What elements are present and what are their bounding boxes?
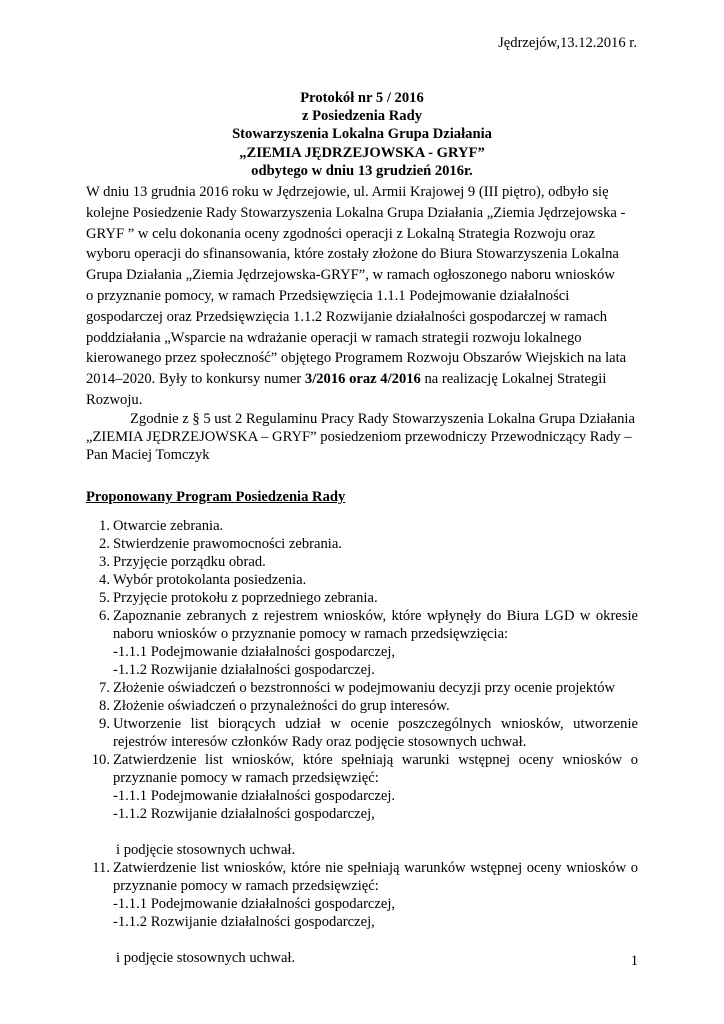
- item-number: 10.: [91, 752, 110, 768]
- item-number: 6.: [99, 608, 110, 624]
- chair-line-1: Zgodnie z § 5 ust 2 Regulaminu Pracy Rady Stowarzyszenia Lokalna Grupa Działania: [130, 411, 635, 427]
- program-item: [86, 571, 638, 589]
- item-subline: -1.1.1 Podejmowanie działalności gospodarczej,: [113, 896, 396, 912]
- intro-line: poddziałania „Wsparcie na wdrażanie operacji w ramach strategii rozwoju lokalnego: [86, 329, 582, 346]
- title-line-2: z Posiedzenia Rady: [302, 108, 422, 125]
- item-number: 5.: [99, 590, 110, 606]
- item-text: Wybór protokolanta posiedzenia.: [113, 572, 307, 588]
- program-list: [86, 517, 638, 967]
- intro-line: kierowanego przez społeczność” objętego Programem Rozwoju Obszarów Wiejskich na lata: [86, 350, 627, 367]
- item-subline: i podjęcie stosownych uchwał.: [116, 842, 296, 858]
- program-item: [86, 859, 638, 967]
- chair-line-3: Pan Maciej Tomczyk: [86, 447, 210, 463]
- item-subline: i podjęcie stosownych uchwał.: [116, 950, 296, 966]
- program-item: [86, 679, 638, 697]
- intro-line: wyboru operacji do sfinansowania, które zostały złożone do Biura Stowarzyszenia Lokalna: [86, 246, 619, 263]
- item-number: 4.: [99, 572, 110, 588]
- item-spacer: [113, 931, 638, 949]
- program-item: [86, 751, 638, 859]
- intro-line: W dniu 13 grudnia 2016 roku w Jędrzejowie, ul. Armii Krajowej 9 (III piętro), odbyło się: [86, 184, 609, 200]
- title-line-5: odbytego w dniu 13 grudzień 2016r.: [251, 162, 473, 179]
- item-subline: -1.1.2 Rozwijanie działalności gospodarczej,: [113, 806, 375, 822]
- item-number: 2.: [99, 536, 110, 552]
- chair-line-2: „ZIEMIA JĘDRZEJOWSKA – GRYF” posiedzeniom przewodniczy Przewodniczący Rady –: [86, 429, 632, 445]
- item-subline: -1.1.2 Rozwijanie działalności gospodarczej.: [113, 662, 375, 678]
- program-item: [86, 715, 638, 751]
- intro-line: kolejne Posiedzenie Rady Stowarzyszenia Lokalna Grupa Działania „Ziemia Jędrzejowska -: [86, 204, 626, 221]
- item-text: Przyjęcie protokołu z poprzedniego zebrania.: [113, 590, 378, 606]
- item-text: Przyjęcie porządku obrad.: [113, 554, 266, 570]
- intro-text: na realizację Lokalnej Strategii: [420, 371, 607, 388]
- item-text: Zatwierdzenie list wniosków, które nie spełniają warunków wstępnej oceny wniosków o przyznanie pomocy w ramach przedsięwzięć:: [113, 860, 638, 894]
- item-subline: -1.1.2 Rozwijanie działalności gospodarczej,: [113, 914, 375, 930]
- document-date: Jędrzejów,13.12.2016 r.: [498, 35, 637, 51]
- intro-line: Grupa Działania „Ziemia Jędrzejowska-GRYF”, w ramach ogłoszonego naboru wniosków: [86, 267, 615, 284]
- item-text: Złożenie oświadczeń o przynależności do grup interesów.: [113, 698, 450, 714]
- item-text: Stwierdzenie prawomocności zebrania.: [113, 536, 342, 552]
- title-line-1: Protokół nr 5 / 2016: [300, 90, 424, 106]
- item-spacer: [113, 823, 638, 841]
- intro-line-competitions: [86, 369, 638, 390]
- item-subline: -1.1.1 Podejmowanie działalności gospodarczej.: [113, 788, 396, 804]
- intro-line: o przyznanie pomocy, w ramach Przedsięwzięcia 1.1.1 Podejmowanie działalności: [86, 287, 570, 304]
- program-heading: Proponowany Program Posiedzenia Rady: [86, 489, 346, 505]
- intro-paragraph: [86, 182, 638, 411]
- competition-numbers: 3/2016 oraz 4/2016: [304, 371, 421, 388]
- title-line-4: „ZIEMIA JĘDRZEJOWSKA - GRYF”: [239, 144, 485, 161]
- item-subline: -1.1.1 Podejmowanie działalności gospodarczej,: [113, 644, 396, 660]
- item-number: 7.: [99, 680, 110, 696]
- intro-line: gospodarczej oraz Przedsięwzięcia 1.1.2 Rozwijanie działalności gospodarczej w ramach: [86, 308, 608, 325]
- item-number: 8.: [99, 698, 110, 714]
- chair-paragraph: [86, 410, 638, 464]
- intro-line: Rozwoju.: [86, 391, 143, 408]
- item-number: 1.: [99, 518, 110, 534]
- item-number: 3.: [99, 554, 110, 570]
- title-line-3: Stowarzyszenia Lokalna Grupa Działania: [232, 126, 492, 143]
- intro-text: 2014–2020. Były to konkursy numer: [86, 371, 305, 388]
- program-item: [86, 535, 638, 553]
- intro-line: GRYF ” w celu dokonania oceny zgodności operacji z Lokalną Strategia Rozwoju oraz: [86, 225, 595, 242]
- item-text: Zapoznanie zebranych z rejestrem wniosków, które wpłynęły do Biura LGD w okresie naboru wniosków o przyznanie pomocy w ramach przedsięwzięcia:: [113, 608, 638, 642]
- program-item: [86, 697, 638, 715]
- item-text: Otwarcie zebrania.: [113, 518, 224, 534]
- page-number: 1: [630, 953, 638, 969]
- program-item: [86, 517, 638, 535]
- item-text: Złożenie oświadczeń o bezstronności w podejmowaniu decyzji przy ocenie projektów: [113, 680, 616, 696]
- program-item: [86, 589, 638, 607]
- item-number: 9.: [99, 716, 110, 732]
- program-item: [86, 553, 638, 571]
- program-item: [86, 607, 638, 679]
- document-title: [0, 89, 724, 180]
- item-text: Zatwierdzenie list wniosków, które spełniają warunki wstępnej oceny wniosków o przyznanie pomocy w ramach przedsięwzięć:: [113, 752, 638, 786]
- item-text: Utworzenie list biorących udział w ocenie poszczególnych wniosków, utworzenie rejestrów interesów członków Rady oraz podjęcie stosownych uchwał.: [113, 716, 638, 750]
- item-number: 11.: [92, 860, 110, 876]
